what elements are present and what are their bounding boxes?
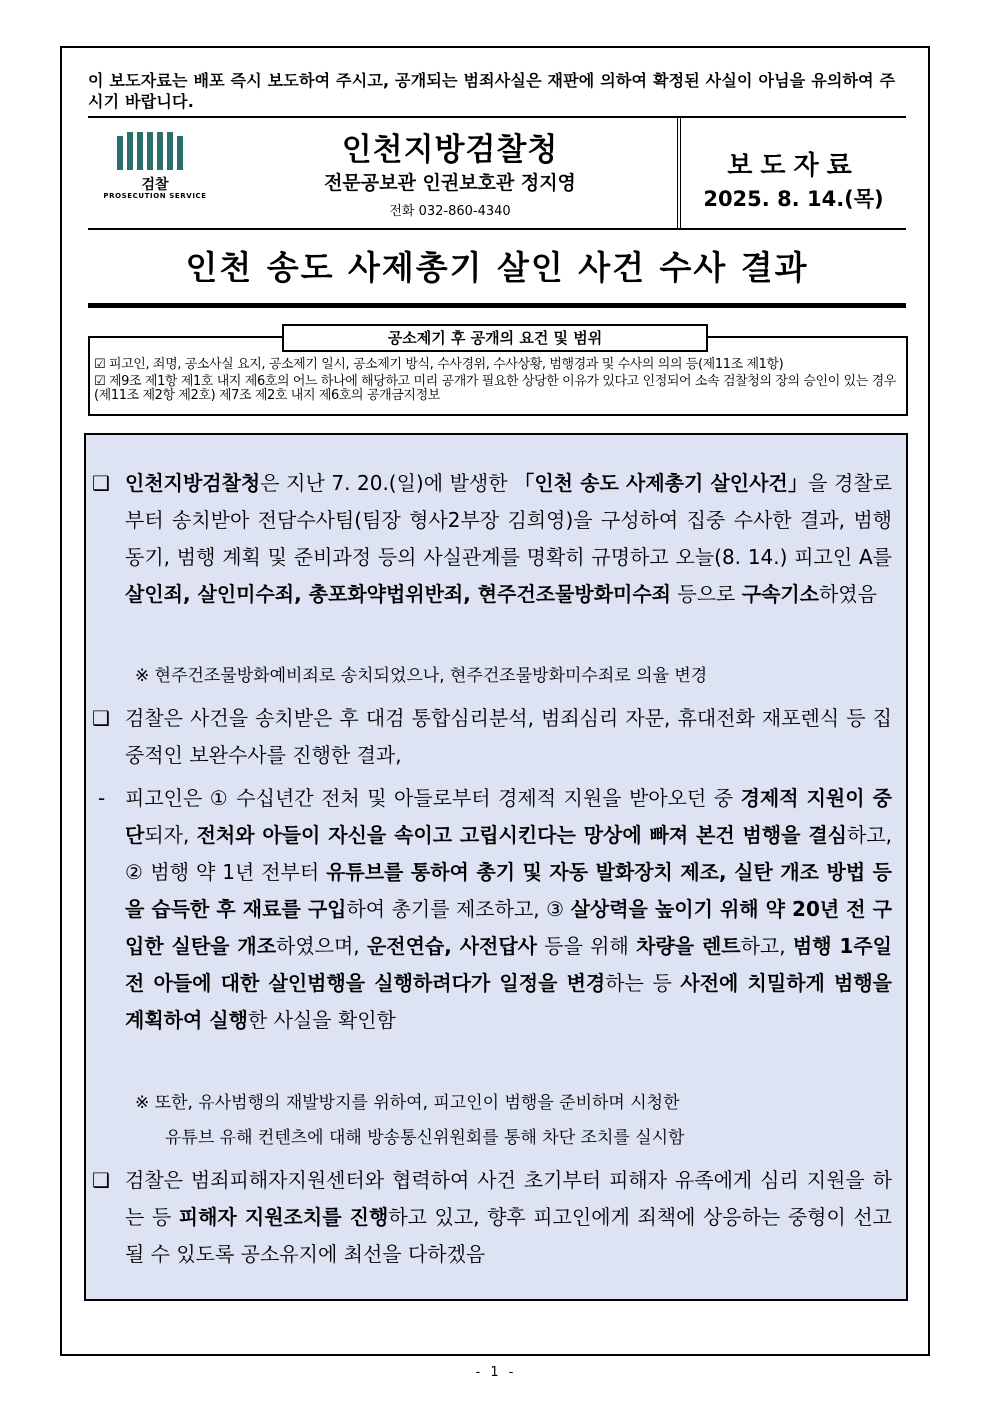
text-run: 한 사실을 확인함 — [247, 1008, 396, 1032]
press-release-label: 보도자료 — [727, 151, 860, 181]
bold-text-run: 범행 1주일 전 아들에 대한 살인범행을 실행하려다가 일정을 변경 — [125, 934, 892, 995]
header-top-rule — [88, 116, 906, 118]
text-run: 하고, ② 범행 약 1년 전부터 — [125, 823, 893, 884]
bold-text-run: 사전에 치밀하게 범행을 계획하여 실행 — [125, 971, 892, 1032]
paragraph-text — [125, 780, 892, 1039]
note-2-line-2: 유튜브 유해 컨텐츠에 대해 방송통신위원회를 통해 차단 조치를 실시함 — [165, 1128, 685, 1148]
bold-text-run: 살상력을 높이기 위해 약 20년 전 구입한 실탄을 개조 — [125, 897, 892, 958]
text-run: 검찰은 범죄피해자지원센터와 협력하여 사건 초기부터 피해자 유족에게 심리 지원을 하는 등 — [125, 1168, 892, 1229]
bold-text-run: 피해자 지원조치를 진행 — [178, 1205, 389, 1229]
office-name: 인천지방검찰청 — [341, 132, 559, 168]
square-bullet-icon: ❑ — [92, 471, 110, 495]
square-bullet-icon: ❑ — [92, 706, 110, 730]
page-number: - 1 - — [475, 1365, 517, 1380]
bold-text-run: 운전연습, 사전답사 — [366, 934, 537, 958]
bold-text-run: 구속기소 — [741, 582, 819, 606]
bold-text-run: 「인천 송도 사제총기 살인사건」 — [514, 471, 809, 495]
release-date: 2025. 8. 14.(목) — [703, 187, 884, 211]
bold-text-run: 전처와 아들이 자신을 속이고 고립시킨다는 망상에 빠져 본건 범행을 결심 — [196, 823, 848, 847]
title-rule — [88, 303, 906, 308]
disclosure-item: ☑ 피고인, 죄명, 공소사실 요지, 공소제기 일시, 공소제기 방식, 수사경위, 수사상황, 범행경과 및 수사의 의의 등(제11조 제1항) — [94, 357, 784, 372]
bold-text-run: 인천지방검찰청 — [125, 471, 261, 495]
contact-phone: 전화 032-860-4340 — [389, 204, 511, 219]
header-bottom-rule — [88, 228, 906, 230]
paragraph-2 — [92, 700, 892, 774]
contact-person: 전문공보관 인권보호관 정지영 — [324, 172, 576, 194]
text-run: 검찰은 사건을 송치받은 후 대검 통합심리분석, 범죄심리 자문, 휴대전화 재포렌식 등 집중적인 보완수사를 진행한 결과, — [125, 706, 892, 767]
paragraph-3 — [92, 780, 892, 1039]
paragraph-text — [125, 465, 892, 613]
bold-text-run: 살인죄, 살인미수죄, 총포화약법위반죄, 현주건조물방화미수죄 — [125, 582, 672, 606]
logo-bars-icon — [117, 132, 187, 170]
text-run: 은 지난 7. 20.(일)에 발생한 — [260, 471, 515, 495]
logo-korean-name: 검찰 — [141, 177, 169, 193]
text-run: 을 경찰로부터 송치받아 전담수사팀(팀장 형사2부장 김희영)을 구성하여 집중 수사한 결과, 범행 동기, 범행 계획 및 준비과정 등의 사실관계를 명확히 규명하고 오늘(8. 14.) 피고인 A를 — [125, 471, 893, 569]
bold-text-run: 유튜브를 통하여 총기 및 자동 발화장치 제조, 실탄 개조 방법 등을 습득한 후 재료를 구입 — [125, 860, 892, 921]
note-1: ※ 현주건조물방화예비죄로 송치되었으나, 현주건조물방화미수죄로 의율 변경 — [135, 666, 708, 686]
bold-text-run: 차량을 렌트 — [636, 934, 741, 958]
text-run: 등을 위해 — [536, 934, 637, 958]
square-bullet-icon: ❑ — [92, 1168, 110, 1192]
release-notice: 이 보도자료는 배포 즉시 보도하여 주시고, 공개되는 범죄사실은 재판에 의하여 확정된 사실이 아님을 유의하여 주시기 바랍니다. — [88, 71, 896, 111]
note-2-line-1: ※ 또한, 유사범행의 재발방지를 위하여, 피고인이 범행을 준비하며 시청한 — [135, 1093, 680, 1113]
paragraph-1 — [92, 465, 892, 613]
disclosure-items — [94, 358, 904, 406]
bold-text-run: 경제적 지원이 중단 — [125, 786, 892, 847]
disclosure-item: ☑ 제9조 제1항 제1호 내지 제6호의 어느 하나에 해당하고 미리 공개가 필요한 상당한 이유가 있다고 인정되어 소속 검찰청의 장의 승인이 있는 경우(제11조 제2항 제2호) 제7조 제2호 내지 제6호의 공개금지정보 — [94, 374, 896, 403]
paragraph-text — [125, 1162, 892, 1273]
text-run: 하고 있고, 향후 피고인에게 죄책에 상응하는 중형이 선고될 수 있도록 공소유지에 최선을 다하겠음 — [125, 1205, 892, 1266]
disclosure-title: 공소제기 후 공개의 요건 및 범위 — [282, 324, 708, 352]
logo-english-name: PROSECUTION SERVICE — [103, 192, 207, 200]
dash-bullet: - — [98, 786, 106, 810]
text-run: 피고인은 ① 수십년간 전처 및 아들로부터 경제적 지원을 받아오던 중 — [125, 786, 741, 810]
text-run: 하여 총기를 제조하고, ③ — [346, 897, 571, 921]
text-run: 하는 등 — [605, 971, 681, 995]
text-run: 하였음 — [818, 582, 877, 606]
paragraph-4 — [92, 1162, 892, 1273]
text-run: 하고, — [740, 934, 793, 958]
paragraph-text — [125, 700, 892, 774]
text-run: 되자, — [144, 823, 197, 847]
text-run: 하였으며, — [276, 934, 367, 958]
page-title: 인천 송도 사제총기 살인 사건 수사 결과 — [185, 248, 809, 287]
text-run: 등으로 — [671, 582, 742, 606]
prosecution-logo — [96, 128, 214, 208]
